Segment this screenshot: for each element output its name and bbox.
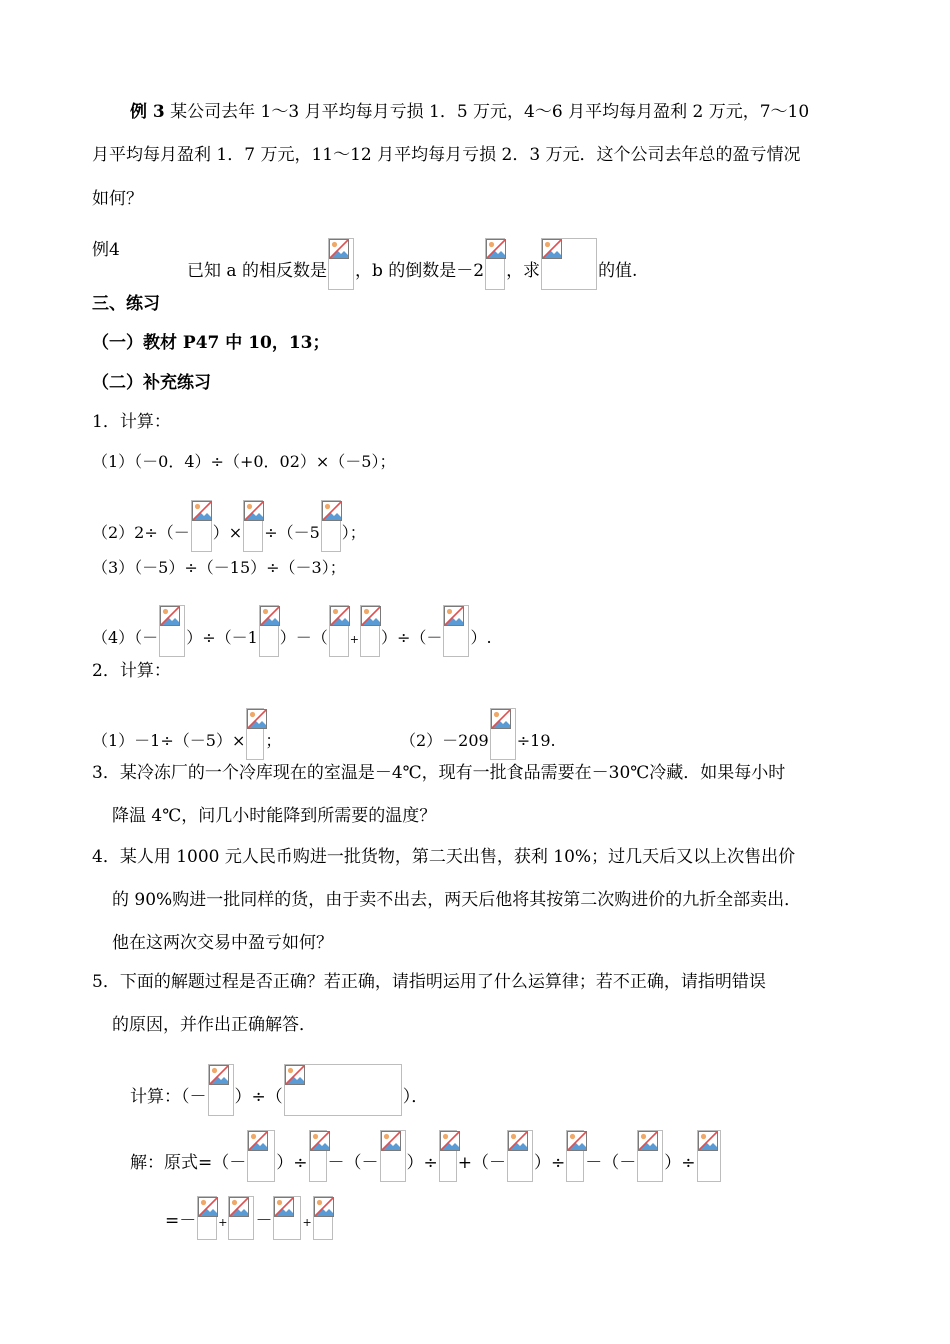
q1-part1: （1）（－0．4）÷（+0．02）×（－5）； [92, 452, 396, 471]
q4-line2: 的 90%购进一批同样的货，由于卖不出去，两天后他将其按第二次购进价的九折全部卖出． [112, 890, 802, 910]
q1-part3: （3）（－5）÷（－15）÷（－3）； [92, 558, 346, 577]
q5-calc-c: ）． [402, 1087, 429, 1107]
broken-image-icon [329, 605, 349, 657]
q3-line1: 3．某冷冻厂的一个冷库现在的室温是－4℃，现有一批食品需要在－30℃冷藏．如果每小时 [92, 763, 786, 783]
sub1-title: （一）教材 P47 中 10，13； [92, 333, 330, 353]
q2-p2b: ÷19. [516, 731, 556, 750]
q5-sol-c: －（－ [327, 1153, 379, 1173]
q5-calc-b: ）÷（ [234, 1087, 283, 1107]
q1-p4plus: + [349, 633, 360, 646]
broken-image-icon [259, 605, 279, 657]
broken-image-icon [566, 1130, 584, 1182]
broken-image-icon [246, 708, 264, 760]
q1-p4e: ）. [470, 628, 492, 647]
example4-text-b: ，b 的倒数是－2 [354, 261, 485, 281]
q5-sol-g: －（－ [585, 1153, 637, 1173]
q5-line1: 5．下面的解题过程是否正确？若正确，请指明运用了什么运算律；若不正确，请指明错误 [92, 972, 766, 992]
broken-image-icon [328, 238, 354, 290]
broken-image-icon [208, 1064, 234, 1116]
q2-title: 2．计算： [92, 661, 171, 681]
q5-res-a: =－ [165, 1211, 197, 1231]
q5-result [165, 1196, 334, 1240]
broken-image-icon [284, 1064, 402, 1116]
q1-p2d: ）； [341, 523, 366, 542]
q5-res-minus: － [255, 1211, 273, 1231]
q1-part2 [92, 500, 366, 552]
example4-label: 例4 [92, 240, 120, 260]
q5-sol-h: ）÷ [664, 1153, 696, 1173]
broken-image-icon [439, 1130, 457, 1182]
q1-p4c: ）－（ [279, 628, 328, 647]
broken-image-icon [697, 1130, 721, 1182]
broken-image-icon [159, 605, 185, 657]
broken-image-icon [309, 1130, 327, 1182]
q1-title: 1．计算： [92, 412, 171, 432]
q5-sol-e: +（－ [457, 1153, 506, 1173]
example3-label: 例 3 [130, 102, 165, 122]
q5-res-plus: + [218, 1216, 228, 1229]
q3-line2: 降温 4℃，问几小时能降到所需要的温度？ [112, 806, 437, 826]
q2-p1a: （1）－1÷（－5）× [92, 731, 246, 750]
example4-text-d: 的值. [598, 261, 638, 281]
broken-image-icon [197, 1196, 217, 1240]
q5-res-plus-2: + [302, 1216, 312, 1229]
q1-p4a: （4）（－ [92, 628, 159, 647]
q5-solution [130, 1130, 722, 1182]
q2-p1b: ； [265, 731, 282, 750]
q5-sol-a: 解：原式=（－ [130, 1153, 247, 1173]
q5-sol-b: ）÷ [276, 1153, 308, 1173]
broken-image-icon [191, 500, 212, 552]
example4-text-a: 已知 a 的相反数是 [187, 261, 327, 281]
broken-image-icon [490, 708, 516, 760]
q5-sol-f: ）÷ [534, 1153, 566, 1173]
sub2-title: （二）补充练习 [92, 373, 211, 393]
broken-image-icon [247, 1130, 275, 1182]
q5-line2: 的原因，并作出正确解答． [112, 1015, 316, 1035]
q2-part2 [400, 708, 556, 760]
q2-part1 [92, 708, 281, 760]
q5-calc-a: 计算：（－ [130, 1087, 207, 1107]
broken-image-icon [485, 238, 505, 290]
q1-p2b: ）× [212, 523, 243, 542]
q5-sol-d: ）÷ [406, 1153, 438, 1173]
example3-text: 某公司去年 1～3 月平均每月亏损 1．5 万元，4～6 月平均每月盈利 2 万元，7～10 [170, 102, 810, 122]
broken-image-icon [380, 1130, 406, 1182]
q1-p4b: ）÷（－1 [186, 628, 258, 647]
q1-p2c: ÷（－5 [264, 523, 320, 542]
broken-image-icon [443, 605, 469, 657]
broken-image-icon [321, 500, 341, 552]
broken-image-icon [273, 1196, 301, 1240]
broken-image-icon [243, 500, 263, 552]
example4-line [187, 238, 637, 290]
q1-p4d: ）÷（－ [381, 628, 443, 647]
example3-line1 [130, 100, 809, 124]
section-title: 三、练习 [92, 294, 160, 314]
broken-image-icon [637, 1130, 663, 1182]
broken-image-icon [507, 1130, 533, 1182]
example3-line2: 月平均每月盈利 1．7 万元，11～12 月平均每月亏损 2．3 万元．这个公司去年总的盈亏情况 [92, 145, 801, 165]
q5-calc [130, 1064, 428, 1116]
q2-p2a: （2）－209 [400, 731, 489, 750]
example4-text-c: ，求 [506, 261, 541, 281]
q1-part4 [92, 605, 492, 657]
example3-line3: 如何？ [92, 189, 143, 209]
broken-image-icon [228, 1196, 254, 1240]
broken-image-icon [313, 1196, 333, 1240]
broken-image-icon [360, 605, 380, 657]
q4-line1: 4．某人用 1000 元人民币购进一批货物，第二天出售，获利 10%；过几天后又以上次售出价 [92, 847, 796, 867]
q1-p2a: （2）2÷（－ [92, 523, 190, 542]
broken-image-icon [541, 238, 597, 290]
q4-line3: 他在这两次交易中盈亏如何？ [112, 933, 333, 953]
